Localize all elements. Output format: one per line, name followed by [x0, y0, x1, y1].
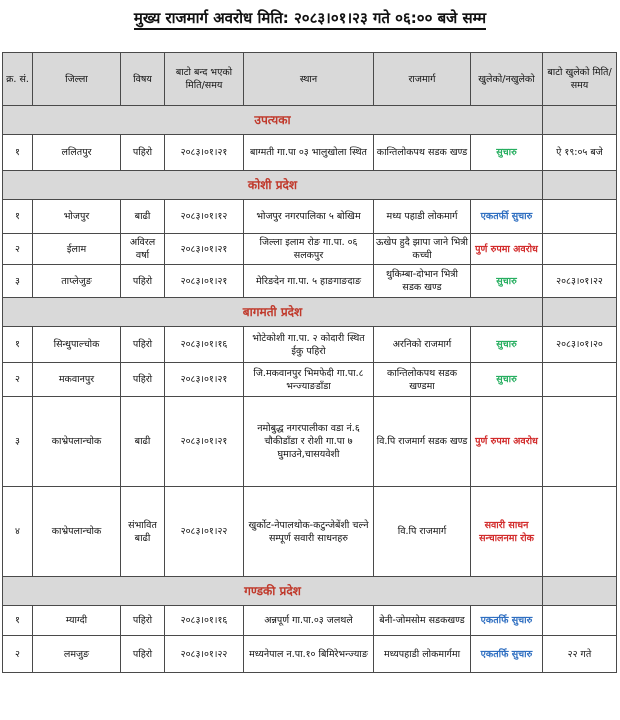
- cell-subject: पहिरो: [121, 606, 165, 636]
- cell-opened-date: २०८३।०१।२२: [543, 265, 617, 298]
- cell-opened-date: [543, 363, 617, 397]
- cell-sn: १: [3, 327, 33, 363]
- table-row: [3, 327, 617, 363]
- table-row: [3, 135, 617, 171]
- cell-blocked-date: २०८३।०१।२१: [165, 234, 244, 265]
- cell-subject: बाढी: [121, 200, 165, 234]
- cell-status: पुर्ण रुपमा अवरोध: [471, 397, 543, 487]
- section-empty-cell: [543, 577, 617, 606]
- cell-subject: पहिरो: [121, 636, 165, 673]
- table-header: [3, 53, 617, 106]
- cell-blocked-date: २०८३।०१।२२: [165, 487, 244, 577]
- cell-status: सुचारु: [471, 327, 543, 363]
- cell-location: भोजपुर नगरपालिका ५ बोखिम: [244, 200, 374, 234]
- cell-sn: १: [3, 200, 33, 234]
- cell-opened-date: [543, 200, 617, 234]
- cell-highway: वि.पि राजमार्ग: [374, 487, 471, 577]
- cell-opened-date: २२ गते: [543, 636, 617, 673]
- title-text: मुख्य राजमार्ग अवरोध मिति: २०८३।०१।२३ गते ०६:०० बजे सम्म: [134, 9, 486, 30]
- table-row: [3, 363, 617, 397]
- cell-sn: २: [3, 363, 33, 397]
- cell-blocked-date: २०८३।०१।२१: [165, 363, 244, 397]
- col-opened-date: बाटो खुलेको मिति/समय: [543, 53, 617, 106]
- cell-highway: थुकिम्बा-दोभान भित्री सडक खण्ड: [374, 265, 471, 298]
- table-row: [3, 487, 617, 577]
- cell-blocked-date: २०८३।०१।२१: [165, 265, 244, 298]
- cell-district: ललितपुर: [33, 135, 121, 171]
- cell-subject: पहिरो: [121, 265, 165, 298]
- col-highway: राजमार्ग: [374, 53, 471, 106]
- cell-location: जि.मकवानपुर भिमफेदी गा.पा.८ भन्ज्याङडाँडा: [244, 363, 374, 397]
- cell-district: काभ्रेपलान्चोक: [33, 487, 121, 577]
- cell-subject: संभावित बाढी: [121, 487, 165, 577]
- section-row: [3, 106, 617, 135]
- table-row: [3, 636, 617, 673]
- cell-blocked-date: २०८३।०१।१२: [165, 200, 244, 234]
- cell-subject: बाढी: [121, 397, 165, 487]
- cell-highway: कान्तिलोकपथ सडक खण्डमा: [374, 363, 471, 397]
- cell-status: सुचारु: [471, 265, 543, 298]
- cell-sn: २: [3, 234, 33, 265]
- cell-blocked-date: २०८३।०१।१६: [165, 327, 244, 363]
- cell-district: भोजपुर: [33, 200, 121, 234]
- cell-district: म्याग्दी: [33, 606, 121, 636]
- cell-highway: अरनिको राजमार्ग: [374, 327, 471, 363]
- cell-opened-date: २०८३।०१।२०: [543, 327, 617, 363]
- cell-district: काभ्रेपलान्चोक: [33, 397, 121, 487]
- col-location: स्थान: [244, 53, 374, 106]
- page-title: [0, 0, 620, 40]
- highway-obstruction-table: [2, 52, 617, 673]
- cell-status: एकतर्फि सुचारु: [471, 636, 543, 673]
- cell-district: सिन्धुपाल्चोक: [33, 327, 121, 363]
- cell-district: ताप्लेजुङ: [33, 265, 121, 298]
- table-body: [3, 106, 617, 673]
- col-subject: विषय: [121, 53, 165, 106]
- section-row: [3, 298, 617, 327]
- cell-status: सवारी साधन सन्चालनमा रोक: [471, 487, 543, 577]
- cell-district: मकवानपुर: [33, 363, 121, 397]
- table-row: [3, 397, 617, 487]
- cell-highway: कान्तिलोकपथ सडक खण्ड: [374, 135, 471, 171]
- cell-subject: पहिरो: [121, 135, 165, 171]
- cell-highway: बेनी-जोमसोम सडकखण्ड: [374, 606, 471, 636]
- cell-district: लमजुङ: [33, 636, 121, 673]
- cell-location: मेरिङदेन गा.पा. ५ हाङगाङदाङ: [244, 265, 374, 298]
- table-row: [3, 265, 617, 298]
- section-row: [3, 577, 617, 606]
- cell-location: भोटेकोशी गा.पा. २ कोदारी स्थित ईकु पहिरो: [244, 327, 374, 363]
- cell-blocked-date: २०८३।०१।२२: [165, 636, 244, 673]
- col-status: खुलेको/नखुलेको: [471, 53, 543, 106]
- cell-highway: मध्यपहाडी लोकमार्गमा: [374, 636, 471, 673]
- col-sn: क्र. सं.: [3, 53, 33, 106]
- cell-status: एकतर्फी सुचारु: [471, 200, 543, 234]
- cell-status: सुचारु: [471, 363, 543, 397]
- table-row: [3, 200, 617, 234]
- table-row: [3, 234, 617, 265]
- cell-highway: मध्य पहाडी लोकमार्ग: [374, 200, 471, 234]
- section-empty-cell: [543, 171, 617, 200]
- cell-sn: ३: [3, 397, 33, 487]
- section-title: उपत्यका: [3, 106, 543, 135]
- section-title: बागमती प्रदेश: [3, 298, 543, 327]
- cell-opened-date: [543, 606, 617, 636]
- cell-sn: १: [3, 606, 33, 636]
- cell-subject: पहिरो: [121, 327, 165, 363]
- cell-highway: ऊखेप हुदै झापा जाने भित्री कच्ची: [374, 234, 471, 265]
- cell-location: मध्यनेपाल न.पा.१० बिमिरेभन्ज्याङ: [244, 636, 374, 673]
- cell-district: ईलाम: [33, 234, 121, 265]
- cell-opened-date: [543, 397, 617, 487]
- cell-location: नमोबुद्ध नगरपालीका वडा नं.६ चौकीडाँडा र रोशी गा.पा ७ घुमाउने,चासयवेशी: [244, 397, 374, 487]
- section-title: गण्डकी प्रदेश: [3, 577, 543, 606]
- cell-subject: पहिरो: [121, 363, 165, 397]
- cell-subject: अविरल वर्षा: [121, 234, 165, 265]
- cell-location: जिल्ला इलाम रोङ गा.पा. ०६ सलकपुर: [244, 234, 374, 265]
- cell-sn: ४: [3, 487, 33, 577]
- cell-location: खुर्कोट-नेपालथोक-कटुन्जेबेंशी चल्ने सम्पूर्ण सवारी साधनहरु: [244, 487, 374, 577]
- section-empty-cell: [543, 298, 617, 327]
- cell-sn: २: [3, 636, 33, 673]
- cell-location: अन्नपूर्ण गा.पा.०३ जलथले: [244, 606, 374, 636]
- section-row: [3, 171, 617, 200]
- cell-location: बाग्मती गा.पा ०३ भालुखोला स्थित: [244, 135, 374, 171]
- table-row: [3, 606, 617, 636]
- cell-blocked-date: २०८३।०१।१६: [165, 606, 244, 636]
- cell-status: एकतर्फि सुचारु: [471, 606, 543, 636]
- cell-status: सुचारु: [471, 135, 543, 171]
- section-title: कोशी प्रदेश: [3, 171, 543, 200]
- col-district: जिल्ला: [33, 53, 121, 106]
- cell-highway: वि.पि राजमार्ग सडक खण्ड: [374, 397, 471, 487]
- cell-blocked-date: २०८३।०१।२१: [165, 397, 244, 487]
- cell-blocked-date: २०८३।०१।२१: [165, 135, 244, 171]
- cell-sn: ३: [3, 265, 33, 298]
- cell-opened-date: [543, 234, 617, 265]
- col-blocked-date: बाटो बन्द भएको मिति/समय: [165, 53, 244, 106]
- cell-status: पुर्ण रुपमा अवरोध: [471, 234, 543, 265]
- cell-opened-date: ऐ १९:०५ बजे: [543, 135, 617, 171]
- cell-opened-date: [543, 487, 617, 577]
- section-empty-cell: [543, 106, 617, 135]
- cell-sn: १: [3, 135, 33, 171]
